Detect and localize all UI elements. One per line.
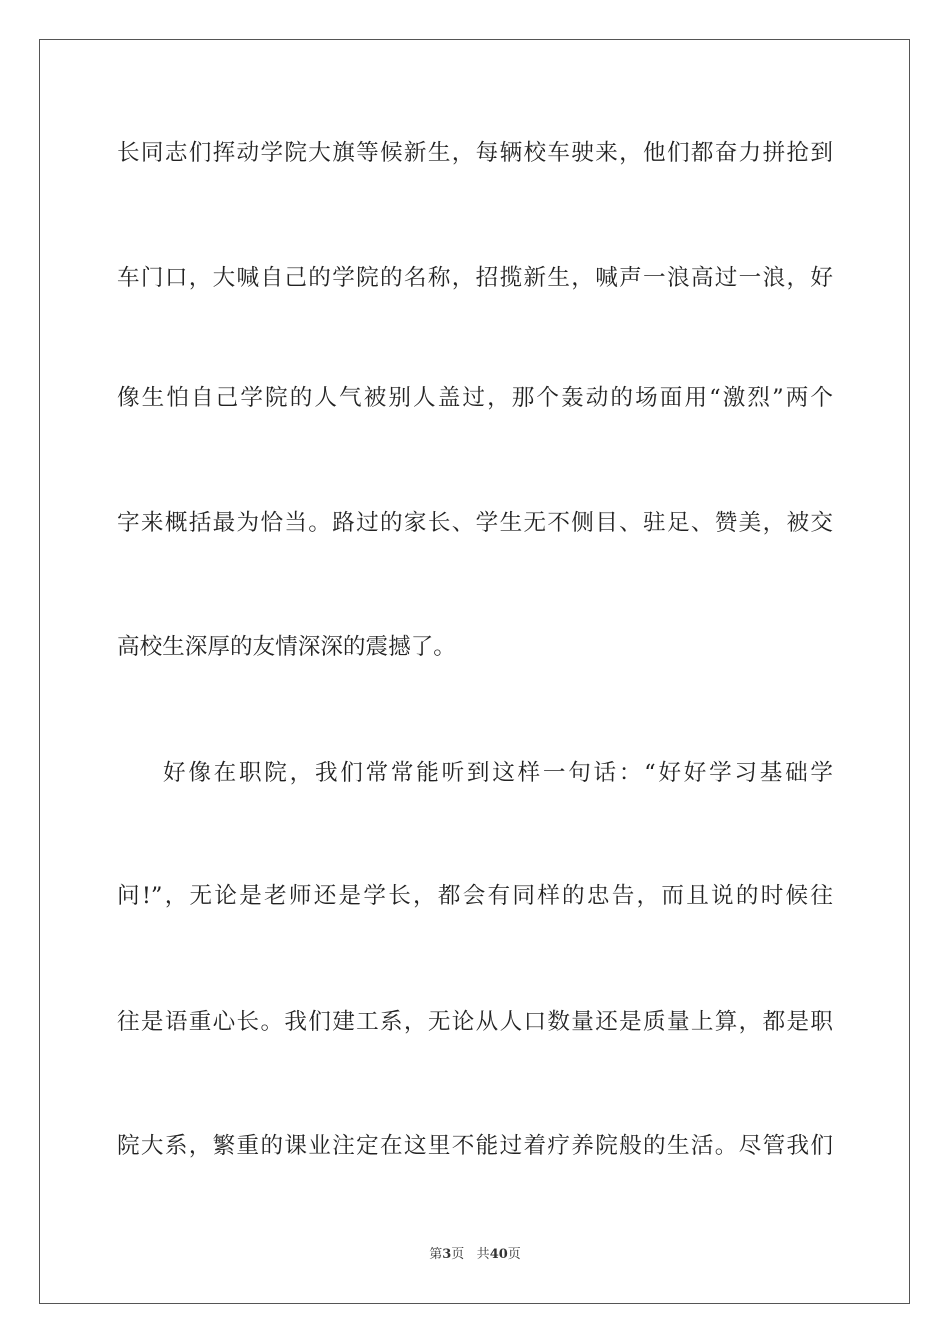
- page-number: 3: [442, 1247, 452, 1262]
- text-line-1: 长同志们挥动学院大旗等候新生，每辆校车驶来，他们都奋力拼抢到: [117, 140, 833, 166]
- total-suffix: 页: [507, 1247, 521, 1262]
- text-line-8: 往是语重心长。我们建工系，无论从人口数量还是质量上算，都是职: [117, 1009, 833, 1035]
- text-line-5: 高校生深厚的友情深深的震撼了。: [117, 634, 456, 660]
- total-prefix: 共: [476, 1247, 490, 1262]
- page-border: [39, 39, 910, 1304]
- text-line-3: 像生怕自己学院的人气被别人盖过，那个轰动的场面用“激烈”两个: [117, 385, 833, 411]
- text-line-4: 字来概括最为恰当。路过的家长、学生无不侧目、驻足、赞美，被交: [117, 510, 833, 536]
- page-prefix: 第: [429, 1247, 443, 1262]
- page-footer: [0, 1246, 950, 1264]
- text-line-2: 车门口，大喊自己的学院的名称，招揽新生，喊声一浪高过一浪，好: [117, 265, 833, 291]
- total-pages: 40: [489, 1247, 508, 1262]
- page-suffix: 页: [451, 1247, 465, 1262]
- text-line-7: 问!”，无论是老师还是学长，都会有同样的忠告，而且说的时候往: [117, 883, 833, 909]
- text-line-6: 好像在职院，我们常常能听到这样一句话：“好好学习基础学: [163, 760, 833, 786]
- text-line-9: 院大系，繁重的课业注定在这里不能过着疗养院般的生活。尽管我们: [117, 1133, 833, 1159]
